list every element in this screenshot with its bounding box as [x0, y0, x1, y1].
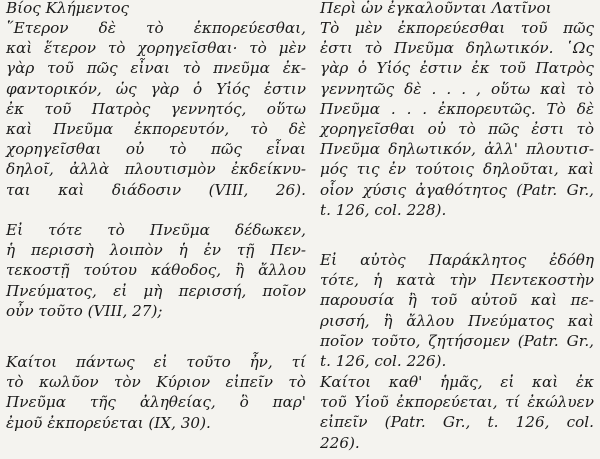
- text-line: Εἰ αὐτὸς Παράκλητος ἐδόθη: [320, 251, 594, 269]
- text-line: Καίτοι πάντως εἰ τοῦτο ἦν, τί: [6, 353, 306, 371]
- text-line: ποῖον τοῦτο, ζητήσομεν (Patr. Gr.,: [320, 331, 594, 350]
- text-line: γὰρ τοῦ πῶς εἶναι τὸ πνεῦμα ἐκ-: [6, 59, 306, 78]
- text-line: δηλοῖ, ἀλλὰ πλουτισμὸν ἐκδείκνυ-: [6, 160, 306, 179]
- text-line: ἐκ τοῦ Πατρὸς γεννητός, οὕτω: [6, 99, 306, 118]
- text-line: Πνεῦμα . . . ἐκπορευτῶς. Τὸ δὲ: [320, 99, 594, 118]
- text-line: Πνεύματος, εἰ μὴ περισσή, ποῖον: [6, 281, 306, 300]
- text-line: ῞Ετερον δὲ τὸ ἐκπορεύεσθαι,: [6, 19, 306, 37]
- text-line: μός τις ἐν τούτοις δηλοῦται, καὶ: [320, 160, 594, 179]
- text-line: t. 126, col. 226).: [320, 351, 447, 370]
- text-line: Καίτοι καθ' ἡμᾶς, εἰ καὶ ἐκ: [320, 373, 594, 391]
- text-line: χορηγεῖσθαι οὐ τὸ πῶς εἶναι: [6, 140, 306, 159]
- left-column-heading: Βίος Κλήμεντος: [6, 0, 129, 17]
- text-line: παρουσία ἢ τοῦ αὐτοῦ καὶ πε-: [320, 291, 594, 310]
- text-line: φαντορικόν, ὡς γὰρ ὁ Υἱός ἐστιν: [6, 79, 306, 98]
- right-paragraph-1: [320, 18, 594, 220]
- text-line: t. 126, col. 228).: [320, 200, 447, 219]
- text-line: ρισσή, ἢ ἄλλου Πνεύματος καὶ: [320, 311, 594, 330]
- right-paragraph-3: [320, 372, 594, 453]
- text-line: χορηγεῖσθαι οὐ τὸ πῶς ἐστι τὸ: [320, 119, 594, 138]
- text-line: τὸ κωλῦον τὸν Κύριον εἰπεῖν τὸ: [6, 373, 306, 392]
- left-paragraph-1: [6, 18, 306, 200]
- text-line: Τὸ μὲν ἐκπορεύεσθαι τοῦ πῶς: [320, 19, 594, 37]
- left-heading-block: [6, 0, 306, 18]
- text-line: καὶ Πνεῦμα ἐκπορευτόν, τὸ δὲ: [6, 119, 306, 138]
- text-line: τοῦ Υἱοῦ ἐκπορεύεται, τί ἐκώλυεν: [320, 393, 594, 412]
- text-line: ἐστι τὸ Πνεῦμα δηλωτικόν. ῾Ως: [320, 39, 594, 58]
- text-line: τότε, ἡ κατὰ τὴν Πεντεκοστὴν: [320, 271, 594, 290]
- text-line: τεκοστῇ τούτου κάθοδος, ἢ ἄλλου: [6, 261, 306, 280]
- text-line: ται καὶ διάδοσιν (VIII, 26).: [6, 180, 306, 199]
- text-line: οἷον χύσις ἀγαθότητος (Patr. Gr.,: [320, 180, 594, 199]
- text-line: ἡ περισσὴ λοιπὸν ἡ ἐν τῇ Πεν-: [6, 241, 306, 260]
- text-line: Πνεῦμα τῆς ἀληθείας, ὃ παρ': [6, 393, 306, 412]
- text-line: γὰρ ὁ Υἱός ἐστιν ἐκ τοῦ Πατρὸς: [320, 59, 594, 78]
- text-line: ἐμοῦ ἐκπορεύεται (IX, 30).: [6, 413, 211, 432]
- text-line: καὶ ἕτερον τὸ χορηγεῖσθαι· τὸ μὲν: [6, 39, 306, 58]
- text-line: Εἰ τότε τὸ Πνεῦμα δέδωκεν,: [6, 221, 306, 239]
- left-paragraph-3: [6, 352, 306, 433]
- right-paragraph-2: [320, 250, 594, 371]
- right-heading-block: [320, 0, 594, 18]
- text-line: Πνεῦμα δηλωτικόν, ἀλλ' πλουτισ-: [320, 140, 594, 159]
- right-column-heading: Περὶ ὧν ἐγκαλοῦνται Λατῖνοι: [320, 0, 552, 17]
- text-line: γεννητῶς δὲ . . . , οὕτω καὶ τὸ: [320, 79, 594, 98]
- text-line: 226).: [320, 433, 360, 452]
- left-paragraph-2: [6, 220, 306, 321]
- text-line: οὖν τοῦτο (VIII, 27);: [6, 301, 163, 320]
- text-line: εἰπεῖν (Patr. Gr., t. 126, col.: [320, 413, 594, 432]
